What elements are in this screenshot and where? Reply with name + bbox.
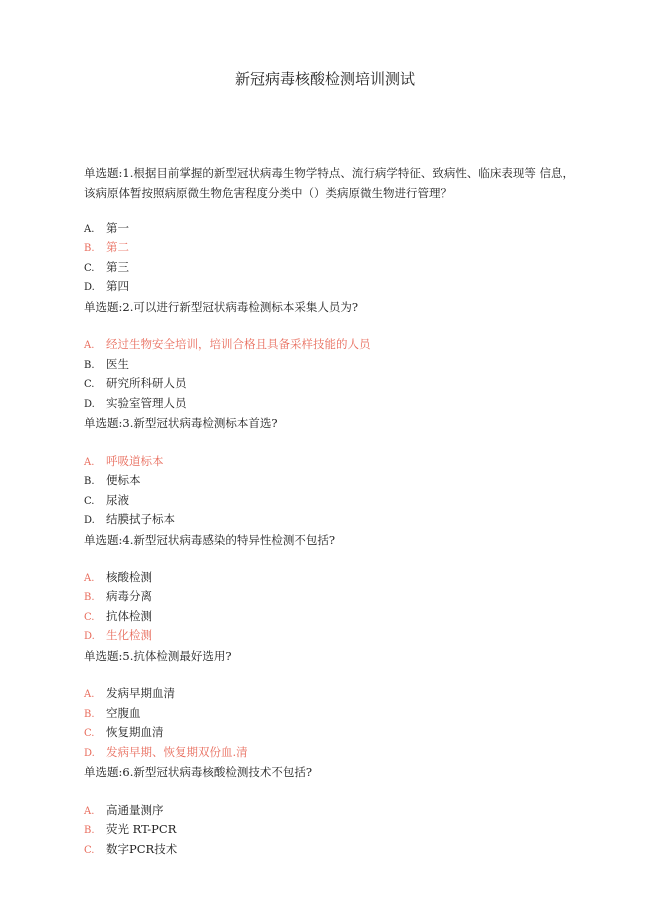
question-2-option-c xyxy=(84,374,187,393)
option-letter: B. xyxy=(84,360,95,371)
question-3-option-b xyxy=(84,471,141,490)
option-text: 荧光 RT-PCR xyxy=(106,822,177,836)
option-text: 呼吸道标本 xyxy=(106,454,164,468)
option-letter: C. xyxy=(84,845,95,856)
option-letter: D. xyxy=(84,282,95,293)
option-text: 医生 xyxy=(106,357,129,371)
question-1-option-d xyxy=(84,277,129,296)
option-text: 生化检测 xyxy=(106,628,152,642)
option-letter: B. xyxy=(84,476,95,487)
option-text: 第一 xyxy=(106,221,129,235)
option-letter: C. xyxy=(84,728,95,739)
option-letter: A. xyxy=(84,689,95,700)
option-letter: C. xyxy=(84,496,95,507)
option-text: 数字PCR技术 xyxy=(106,842,178,856)
question-2-stem: 单选题:2.可以进行新型冠状病毒检测标本采集人员为? xyxy=(84,300,359,314)
option-letter: A. xyxy=(84,457,95,468)
question-6-option-b xyxy=(84,820,176,839)
question-3-option-d xyxy=(84,510,175,529)
option-letter: A. xyxy=(84,573,95,584)
question-4-option-d xyxy=(84,626,152,645)
option-text: 病毒分离 xyxy=(106,589,152,603)
option-text: 便标本 xyxy=(106,473,141,487)
question-4-option-c xyxy=(84,607,152,626)
option-text: 恢复期血清 xyxy=(106,725,164,739)
option-text: 经过生物安全培训，培训合格且具备采样技能的人员 xyxy=(106,337,371,351)
option-text: 发病早期血清 xyxy=(106,686,175,700)
question-2-option-a xyxy=(84,335,371,354)
question-3-option-a xyxy=(84,452,164,471)
option-text: 空腹血 xyxy=(106,706,141,720)
option-letter: C. xyxy=(84,612,95,623)
option-text: 实验室管理人员 xyxy=(106,396,187,410)
question-4-stem: 单选题:4.新型冠状病毒感染的特异性检测不包括? xyxy=(84,533,336,547)
option-text: 高通量测序 xyxy=(106,803,164,817)
option-text: 发病早期、恢复期双份血.清 xyxy=(106,745,248,759)
option-letter: B. xyxy=(84,592,95,603)
option-text: 研究所科研人员 xyxy=(106,376,187,390)
option-text: 第三 xyxy=(106,260,129,274)
option-text: 结膜拭子标本 xyxy=(106,512,175,526)
question-2-option-b xyxy=(84,355,129,374)
question-1-stem: 单选题:1.根据目前掌握的新型冠状病毒生物学特点、流行病学特征、致病性、临床表现等 信息，该病原体暂按照病原微生物危害程度分类中（）类病原微生物进行管理？ xyxy=(84,166,574,200)
question-5-option-b xyxy=(84,704,141,723)
option-letter: B. xyxy=(84,243,95,254)
option-letter: A. xyxy=(84,340,95,351)
question-6-option-c xyxy=(84,840,177,859)
page-title: 新冠病毒核酸检测培训测试 xyxy=(234,70,415,88)
option-letter: B. xyxy=(84,825,95,836)
question-5-option-a xyxy=(84,684,175,703)
question-3-stem: 单选题:3.新型冠状病毒检测标本首选? xyxy=(84,416,278,430)
option-letter: A. xyxy=(84,806,95,817)
question-5-option-c xyxy=(84,723,164,742)
option-text: 尿液 xyxy=(106,493,129,507)
option-letter: D. xyxy=(84,515,95,526)
question-3-option-c xyxy=(84,491,129,510)
option-text: 第二 xyxy=(106,240,129,254)
option-text: 核酸检测 xyxy=(106,570,152,584)
option-text: 第四 xyxy=(106,279,129,293)
question-5-stem: 单选题:5.抗体检测最好选用? xyxy=(84,649,232,663)
option-letter: D. xyxy=(84,631,95,642)
question-1-option-a xyxy=(84,219,129,238)
question-2-option-d xyxy=(84,394,187,413)
question-6-stem: 单选题:6.新型冠状病毒核酸检测技术不包括? xyxy=(84,765,313,779)
option-letter: D. xyxy=(84,748,95,759)
question-1-option-c xyxy=(84,258,129,277)
question-1-option-b xyxy=(84,238,129,257)
question-4-option-a xyxy=(84,568,152,587)
option-letter: D. xyxy=(84,399,95,410)
question-6-option-a xyxy=(84,801,164,820)
option-letter: C. xyxy=(84,263,95,274)
question-4-option-b xyxy=(84,587,152,606)
option-text: 抗体检测 xyxy=(106,609,152,623)
option-letter: B. xyxy=(84,709,95,720)
option-letter: C. xyxy=(84,379,95,390)
question-5-option-d xyxy=(84,743,248,762)
option-letter: A. xyxy=(84,224,95,235)
